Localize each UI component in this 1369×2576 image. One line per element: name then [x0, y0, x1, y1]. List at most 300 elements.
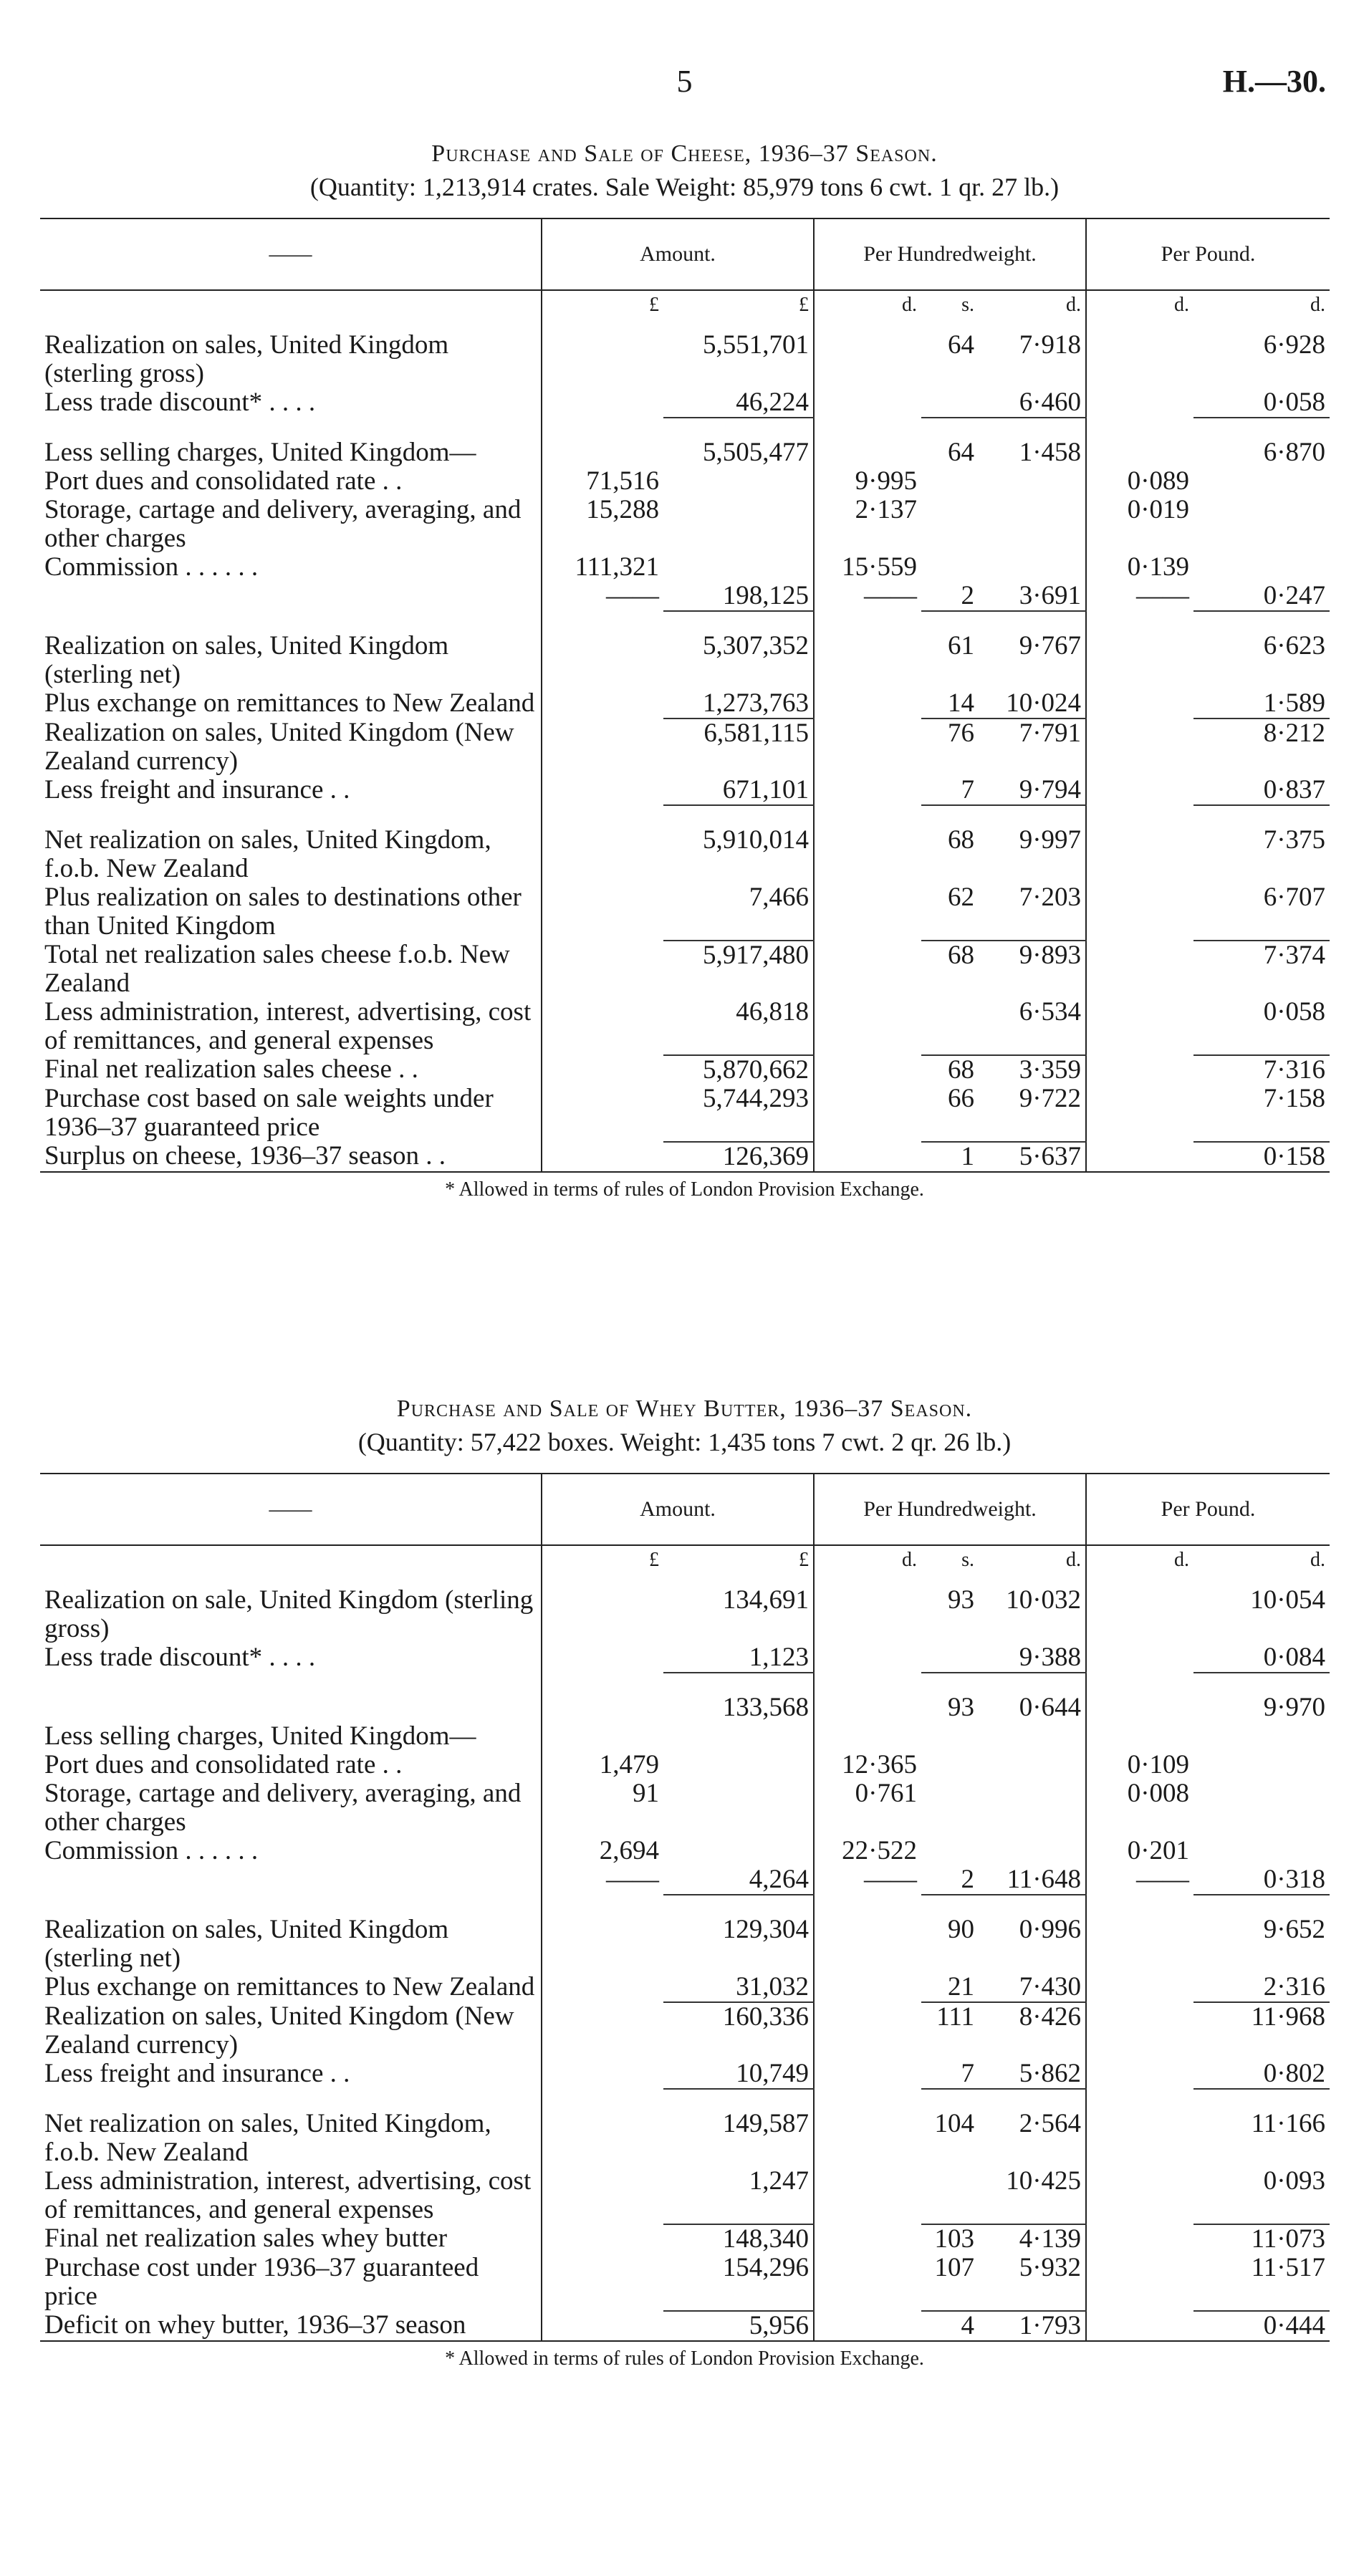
cell-a2: 154,296	[663, 2254, 814, 2311]
table-row	[40, 776, 1330, 805]
table-row	[40, 438, 1330, 467]
cell-cd: 4·139	[1019, 2224, 1082, 2254]
cell-a1	[542, 1643, 663, 1673]
cell-cd: 10·032	[1006, 1585, 1082, 1615]
unit-c1: d.	[814, 1545, 921, 1586]
cell-c1	[814, 883, 921, 941]
cell-p1: 0·019	[1086, 496, 1193, 553]
spacer-row	[40, 2089, 1330, 2110]
cell-a1	[542, 1586, 663, 1643]
cell-p1	[1086, 1973, 1193, 2002]
cell-cs	[921, 1751, 979, 1779]
table-row	[40, 941, 1330, 998]
cell-p2: 10·054	[1250, 1585, 1326, 1615]
row-label	[40, 582, 542, 611]
cell-p2: 6·707	[1193, 883, 1330, 941]
cell-cd: 11·648	[979, 1865, 1086, 1895]
cell-c1	[814, 2002, 921, 2060]
cell-cd: 7·791	[1019, 719, 1082, 748]
cell-cd	[979, 1837, 1086, 1865]
cell-cd: 0·644	[1019, 1693, 1082, 1722]
row-label: Realization on sales, United Kingdom (sterling net)	[44, 1915, 449, 1973]
cell-a1	[542, 1085, 663, 1142]
cell-p2: 11·968	[1251, 2002, 1326, 2032]
cell-cd: 5·862	[979, 2060, 1086, 2089]
table-title: Purchase and Sale of Whey Butter, 1936–37 Season.	[396, 1395, 973, 1422]
cell-p2: 9·970	[1263, 1693, 1326, 1722]
cell-p2	[1193, 1837, 1330, 1865]
cell-c1: ——	[814, 582, 921, 611]
cell-a2: 46,818	[663, 998, 814, 1055]
cell-c1	[814, 941, 921, 998]
table-row	[40, 632, 1330, 689]
cell-cd	[979, 496, 1086, 553]
cell-a2	[663, 1751, 814, 1779]
cell-a2: 46,224	[663, 388, 814, 418]
cell-cs: 62	[921, 883, 979, 941]
cell-c1	[814, 776, 921, 805]
header-row	[40, 1474, 1330, 1545]
cell-a1: 2,694	[542, 1837, 663, 1865]
cell-p1	[1086, 632, 1193, 689]
cell-c1: 2·137	[814, 496, 921, 553]
financial-table	[40, 218, 1330, 1173]
cell-c1	[814, 1643, 921, 1673]
cell-p1: ——	[1086, 1865, 1193, 1895]
table-row	[40, 331, 1330, 388]
cell-cd: 8·426	[1019, 2002, 1082, 2032]
row-label: Net realization on sales, United Kingdom, f.o.b. New Zealand	[44, 825, 491, 883]
row-label: Net realization on sales, United Kingdom, f.o.b. New Zealand	[44, 2109, 491, 2167]
table-row	[40, 1779, 1330, 1837]
cell-a1	[542, 2224, 663, 2254]
cell-cd: 1·793	[979, 2311, 1086, 2341]
cell-p1: 0·109	[1086, 1751, 1193, 1779]
cell-p2: 2·316	[1193, 1973, 1330, 2002]
cell-p2	[1193, 553, 1330, 582]
row-label: Storage, cartage and delivery, averaging, and other charges	[44, 1779, 522, 1837]
table-row	[40, 1586, 1330, 1643]
cell-p1	[1086, 331, 1193, 388]
cell-p2: 0·158	[1193, 1142, 1330, 1172]
cell-p1	[1086, 2311, 1193, 2341]
cell-c1: ——	[814, 1865, 921, 1895]
cell-cs	[921, 496, 979, 553]
table-subtitle: (Quantity: 57,422 boxes. Weight: 1,435 tons 7 cwt. 2 qr. 26 lb.)	[357, 1428, 1012, 1456]
table-row	[40, 2224, 1330, 2254]
row-label: Purchase cost based on sale weights under 1936–37 guaranteed price	[44, 1084, 494, 1142]
table-title: Purchase and Sale of Cheese, 1936–37 Season.	[431, 140, 938, 167]
cell-a2: 1,247	[663, 2167, 814, 2224]
cell-a2: 149,587	[722, 2109, 809, 2138]
cell-cd: 10·425	[979, 2167, 1086, 2224]
table-row	[40, 2311, 1330, 2341]
table-row	[40, 719, 1330, 776]
cell-c1: 15·559	[814, 553, 921, 582]
cell-cs: 2	[921, 582, 979, 611]
cell-cs: 7	[921, 2060, 979, 2089]
cell-cd: 5·637	[979, 1142, 1086, 1172]
footnote: * Allowed in terms of rules of London Provision Exchange.	[445, 1178, 924, 1201]
cell-a2: 31,032	[663, 1973, 814, 2002]
document-reference: H.—30.	[1222, 64, 1326, 99]
cell-a2: 1,123	[663, 1643, 814, 1673]
cell-c1	[814, 438, 921, 467]
cell-a1	[542, 689, 663, 719]
cell-c1	[814, 1693, 921, 1722]
table-row	[40, 553, 1330, 582]
cell-cd: 1·458	[1019, 438, 1082, 467]
cell-c1	[814, 1055, 921, 1085]
cell-p1	[1086, 826, 1193, 883]
cell-cd: 5·932	[979, 2254, 1086, 2311]
cell-a2: 126,369	[663, 1142, 814, 1172]
cell-cd	[979, 1751, 1086, 1779]
row-label	[40, 1693, 542, 1722]
row-label: Final net realization sales whey butter	[44, 2224, 448, 2253]
cell-p1	[1086, 1693, 1193, 1722]
row-label: Less trade discount* . . . .	[44, 388, 316, 417]
row-label: Surplus on cheese, 1936–37 season . .	[40, 1142, 542, 1172]
row-label: Less freight and insurance . .	[44, 2059, 350, 2088]
row-label: Plus realization on sales to destinations other than United Kingdom	[44, 883, 522, 941]
cell-p2: 0·837	[1193, 776, 1330, 805]
cell-c1	[814, 1973, 921, 2002]
cell-p1	[1086, 2254, 1193, 2311]
cell-cd: 9·767	[1019, 631, 1082, 660]
header-per-pound: Per Pound.	[1086, 218, 1330, 290]
cell-a1: 91	[542, 1779, 663, 1837]
row-label: Less selling charges, United Kingdom—	[44, 438, 476, 467]
cell-cd	[979, 1722, 1086, 1751]
cell-p1	[1086, 1916, 1193, 1973]
header-blank: ——	[40, 218, 542, 290]
cell-p1	[1086, 2060, 1193, 2089]
cell-c1	[814, 826, 921, 883]
row-label: Realization on sales, United Kingdom (New Zealand currency)	[44, 718, 514, 776]
cell-p1	[1086, 388, 1193, 418]
table-row	[40, 1142, 1330, 1172]
cell-c1: 22·522	[814, 1837, 921, 1865]
cell-a1	[542, 998, 663, 1055]
table-row	[40, 2167, 1330, 2224]
cell-a1	[542, 826, 663, 883]
cell-cs	[921, 998, 979, 1055]
cell-a2: 5,956	[663, 2311, 814, 2341]
cell-a1	[542, 1693, 663, 1722]
unit-cs: s.	[961, 1549, 974, 1571]
cell-cs: 21	[921, 1973, 979, 2002]
cell-cd	[979, 467, 1086, 496]
cell-p1	[1086, 1142, 1193, 1172]
cell-p2: 0·084	[1193, 1643, 1330, 1673]
table-row	[40, 1643, 1330, 1673]
cell-cs: 4	[921, 2311, 979, 2341]
unit-blank	[40, 290, 542, 331]
unit-p2: d.	[1310, 1549, 1326, 1571]
header-per-hundredweight: Per Hundredweight.	[814, 1474, 1086, 1545]
spacer-row	[40, 418, 1330, 438]
cell-p2: 0·802	[1193, 2060, 1330, 2089]
cell-a1	[542, 331, 663, 388]
cell-cs: 93	[948, 1693, 974, 1722]
row-label: Commission . . . . . .	[44, 1836, 259, 1865]
cell-p1	[1086, 1055, 1193, 1085]
cell-cs: 14	[921, 689, 979, 719]
cell-a1	[542, 1973, 663, 2002]
cell-a1	[542, 883, 663, 941]
unit-cd: d.	[1066, 1549, 1082, 1571]
cell-cs: 1	[921, 1142, 979, 1172]
unit-cs: s.	[961, 294, 974, 316]
cell-p2: 11·166	[1251, 2109, 1326, 2138]
unit-a1: £	[542, 290, 663, 331]
cell-a1: ——	[542, 1865, 663, 1895]
cell-p1	[1086, 2002, 1193, 2060]
cell-p1	[1086, 941, 1193, 998]
spacer-row	[40, 805, 1330, 826]
cell-a2: 198,125	[663, 582, 814, 611]
cell-p1	[1086, 998, 1193, 1055]
cell-cd: 9·722	[979, 1085, 1086, 1142]
cell-c1	[814, 2311, 921, 2341]
cell-p2: 6·623	[1263, 631, 1326, 660]
cell-a2: 5,744,293	[663, 1085, 814, 1142]
row-label: Less selling charges, United Kingdom—	[44, 1721, 476, 1751]
table-row	[40, 496, 1330, 553]
cell-p1: ——	[1086, 582, 1193, 611]
cell-p2: 0·093	[1193, 2167, 1330, 2224]
cell-p1	[1086, 1586, 1193, 1643]
table-row	[40, 2254, 1330, 2311]
cell-p2: 0·247	[1193, 582, 1330, 611]
cell-p1	[1086, 1085, 1193, 1142]
cell-p1	[1086, 438, 1193, 467]
whey-butter-section	[0, 1395, 1369, 2370]
table-row	[40, 1693, 1330, 1722]
spacer-row	[40, 611, 1330, 632]
cell-cd: 3·359	[1019, 1055, 1082, 1085]
cell-p2: 6·928	[1263, 330, 1326, 360]
cell-a2: 6,581,115	[703, 719, 809, 748]
cell-a2: 148,340	[722, 2224, 809, 2254]
cell-p1	[1086, 689, 1193, 719]
cell-a2: 4,264	[663, 1865, 814, 1895]
cell-p2: 0·058	[1193, 388, 1330, 418]
cell-p1	[1086, 1722, 1193, 1751]
cell-cd: 9·388	[979, 1643, 1086, 1673]
row-label	[40, 1865, 542, 1895]
table-subtitle: (Quantity: 1,213,914 crates. Sale Weight: 85,979 tons 6 cwt. 1 qr. 27 lb.)	[309, 173, 1060, 201]
cell-c1	[814, 1085, 921, 1142]
cell-cs	[921, 388, 979, 418]
cell-a1	[542, 719, 663, 776]
cell-cd: 9·893	[1019, 941, 1082, 970]
cell-a1	[542, 2002, 663, 2060]
cell-c1	[814, 719, 921, 776]
cell-p2: 0·318	[1193, 1865, 1330, 1895]
cell-cs: 64	[948, 438, 974, 467]
cell-c1	[814, 388, 921, 418]
cell-a2: 7,466	[663, 883, 814, 941]
cell-c1	[814, 1586, 921, 1643]
cell-p2: 8·212	[1263, 719, 1326, 748]
cell-c1	[814, 2254, 921, 2311]
cell-cd: 3·691	[979, 582, 1086, 611]
row-label: Purchase cost under 1936–37 guaranteed price	[44, 2253, 479, 2311]
cell-a2: 5,910,014	[703, 825, 809, 855]
unit-p2: d.	[1310, 294, 1326, 316]
row-label: Realization on sale, United Kingdom (sterling gross)	[44, 1585, 534, 1643]
table-row	[40, 1865, 1330, 1895]
spacer-row	[40, 1895, 1330, 1916]
table-row	[40, 1085, 1330, 1142]
cell-a2	[663, 1722, 814, 1751]
unit-a1: £	[542, 1545, 663, 1586]
unit-cd: d.	[1066, 294, 1082, 316]
cell-p1	[1086, 719, 1193, 776]
cell-a2	[663, 1779, 814, 1837]
cell-a1	[542, 2254, 663, 2311]
table-row	[40, 582, 1330, 611]
cell-c1	[814, 2110, 921, 2167]
cell-cs: 7	[921, 776, 979, 805]
cell-c1	[814, 2224, 921, 2254]
cell-p2: 9·652	[1263, 1915, 1326, 1944]
cell-a2: 129,304	[722, 1915, 809, 1944]
cell-cd: 7·918	[1019, 330, 1082, 360]
table-row	[40, 1722, 1330, 1751]
footnote: * Allowed in terms of rules of London Provision Exchange.	[445, 2347, 924, 2370]
cell-p2	[1193, 496, 1330, 553]
cell-p1	[1086, 1643, 1193, 1673]
cell-c1	[814, 2167, 921, 2224]
cell-cs: 90	[948, 1915, 974, 1944]
row-label: Commission . . . . . .	[44, 552, 259, 582]
cell-cd: 7·430	[979, 1973, 1086, 2002]
cheese-section	[0, 140, 1369, 1201]
cell-a1: 111,321	[542, 553, 663, 582]
cell-cs: 66	[921, 1085, 979, 1142]
cell-cs: 107	[921, 2254, 979, 2311]
unit-row	[40, 290, 1330, 331]
cell-p1: 0·139	[1086, 553, 1193, 582]
cell-a2	[663, 1837, 814, 1865]
cell-a1: 71,516	[542, 467, 663, 496]
cell-p2: 11·517	[1193, 2254, 1330, 2311]
cell-a2: 671,101	[663, 776, 814, 805]
cell-a2: 133,568	[722, 1693, 809, 1722]
cell-cd: 9·794	[979, 776, 1086, 805]
row-label: Plus exchange on remittances to New Zealand	[44, 688, 535, 718]
cell-p1: 0·008	[1086, 1779, 1193, 1837]
cell-p1	[1086, 2110, 1193, 2167]
cell-a1: 1,479	[542, 1751, 663, 1779]
cell-p2: 7·316	[1263, 1055, 1326, 1085]
header-blank: ——	[40, 1474, 542, 1545]
cell-cd: 2·564	[1019, 2109, 1082, 2138]
cell-p2: 0·444	[1193, 2311, 1330, 2341]
cell-cd: 6·534	[979, 998, 1086, 1055]
cell-a1	[542, 388, 663, 418]
cell-cs: 68	[948, 941, 974, 970]
cell-cs	[921, 1837, 979, 1865]
cell-c1: 0·761	[814, 1779, 921, 1837]
cell-c1: 9·995	[814, 467, 921, 496]
row-label: Deficit on whey butter, 1936–37 season	[40, 2311, 542, 2341]
cell-p2: 1·589	[1193, 689, 1330, 719]
cell-cs: 64	[948, 330, 974, 360]
header-row	[40, 218, 1330, 290]
table-row	[40, 2110, 1330, 2167]
cell-a2: 5,917,480	[703, 941, 809, 970]
row-label: Plus exchange on remittances to New Zealand	[44, 1972, 535, 2001]
cell-cs	[921, 467, 979, 496]
cell-a1	[542, 1142, 663, 1172]
cell-a2	[663, 553, 814, 582]
cell-a1: 15,288	[542, 496, 663, 553]
cell-cs: 68	[948, 825, 974, 855]
unit-a2: £	[799, 1549, 809, 1571]
cell-p2	[1193, 467, 1330, 496]
cell-c1	[814, 1142, 921, 1172]
cell-p2: 11·073	[1251, 2224, 1326, 2254]
row-label: Port dues and consolidated rate . .	[44, 1750, 403, 1779]
table-row	[40, 883, 1330, 941]
cell-a1	[542, 1916, 663, 1973]
table-row	[40, 2002, 1330, 2060]
cell-p2: 7·158	[1193, 1085, 1330, 1142]
table-row	[40, 1837, 1330, 1865]
cell-cd	[979, 553, 1086, 582]
row-label: Storage, cartage and delivery, averaging, and other charges	[44, 495, 522, 553]
cell-a2: 10,749	[663, 2060, 814, 2089]
cell-p2: 6·870	[1263, 438, 1326, 467]
cell-cd: 7·203	[979, 883, 1086, 941]
cell-p1	[1086, 776, 1193, 805]
cell-p2	[1193, 1751, 1330, 1779]
cell-a1	[542, 438, 663, 467]
cell-cd: 6·460	[979, 388, 1086, 418]
row-label: Less trade discount* . . . .	[44, 1643, 316, 1672]
cell-cs: 103	[934, 2224, 974, 2254]
cell-c1	[814, 632, 921, 689]
cell-a1	[542, 941, 663, 998]
cell-cd	[979, 1779, 1086, 1837]
cell-cs: 111	[936, 2002, 974, 2032]
cell-a2	[663, 467, 814, 496]
cell-cs	[921, 1722, 979, 1751]
cell-a2: 5,870,662	[703, 1055, 809, 1085]
cell-p1: 0·089	[1086, 467, 1193, 496]
header-per-pound: Per Pound.	[1086, 1474, 1330, 1545]
cell-c1	[814, 2060, 921, 2089]
cell-a2	[663, 496, 814, 553]
table-row	[40, 826, 1330, 883]
cell-a1	[542, 1055, 663, 1085]
row-label: Realization on sales, United Kingdom (New Zealand currency)	[44, 2001, 514, 2060]
cell-p1	[1086, 2167, 1193, 2224]
table-row	[40, 1751, 1330, 1779]
unit-blank	[40, 1545, 542, 1586]
cell-cs: 104	[934, 2109, 974, 2138]
cell-a1	[542, 2311, 663, 2341]
unit-a2: £	[799, 294, 809, 316]
table-row	[40, 2060, 1330, 2089]
cell-cd: 0·996	[1019, 1915, 1082, 1944]
cell-a2: 160,336	[722, 2002, 809, 2032]
table-row	[40, 467, 1330, 496]
